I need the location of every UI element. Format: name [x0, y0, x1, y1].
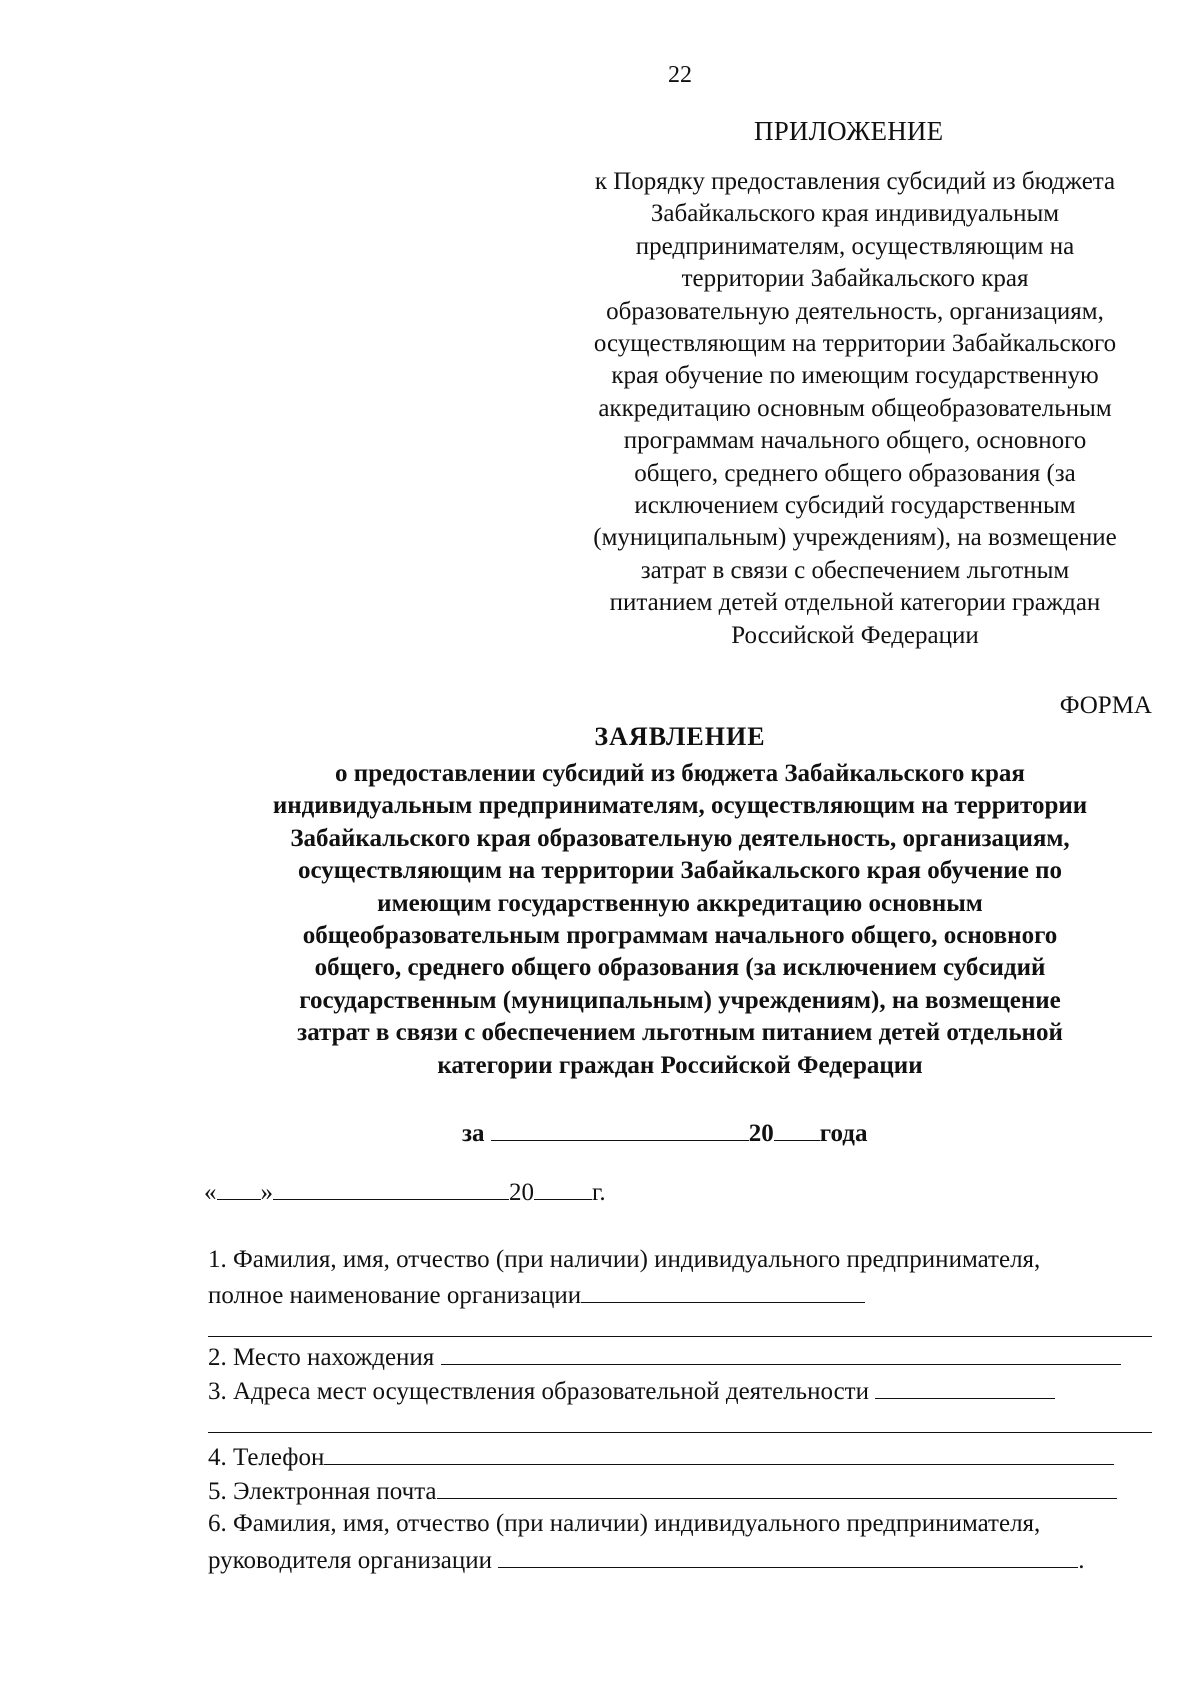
field-1-label: 1. Фамилия, имя, отчество (при наличии) индивидуального предпринимателя, — [208, 1246, 1041, 1273]
org-name-continuation-blank[interactable] — [208, 1336, 1152, 1337]
period-month-blank[interactable] — [491, 1118, 749, 1141]
field-4-line — [208, 1442, 1114, 1472]
field-6-head-line — [208, 1545, 1085, 1575]
appendix-reference-line: затрат в связи с обеспечением льготным — [640, 556, 1070, 584]
field-4-label: 4. Телефон — [208, 1444, 325, 1471]
appendix-reference-line: питанием детей отдельной категории граждан — [609, 589, 1101, 617]
subtitle-line: имеющим государственную аккредитацию основным — [377, 889, 983, 917]
reporting-period-line — [462, 1118, 867, 1148]
date-year-blank[interactable] — [534, 1177, 592, 1200]
date-open-quote: « — [204, 1179, 217, 1206]
period-suffix: года — [819, 1120, 868, 1147]
appendix-reference-line: к Порядку предоставления субсидий из бюджета — [594, 168, 1116, 195]
appendix-title: ПРИЛОЖЕНИЕ — [754, 116, 944, 146]
appendix-reference — [546, 166, 1164, 652]
phone-blank[interactable] — [324, 1442, 1114, 1465]
appendix-reference-line: общего, среднего общего образования (за — [634, 459, 1076, 487]
date-close-quote: » — [260, 1179, 273, 1206]
appendix-reference-line: аккредитацию основным общеобразовательным — [598, 394, 1112, 422]
subtitle-line: категории граждан Российской Федерации — [437, 1051, 923, 1079]
head-name-blank[interactable] — [498, 1545, 1078, 1568]
subtitle-line: Забайкальского края образовательную деятельность, организациям, — [290, 824, 1070, 852]
appendix-reference-line: образовательную деятельность, организациям, — [606, 297, 1104, 325]
appendix-reference-line: территории Забайкальского края — [681, 265, 1029, 293]
date-month-blank[interactable] — [273, 1177, 509, 1200]
appendix-reference-line: (муниципальным) учреждениям), на возмещение — [593, 524, 1117, 552]
subtitle-line: государственным (муниципальным) учреждениям), на возмещение — [299, 986, 1061, 1014]
field-1-org-label: полное наименование организации — [208, 1282, 582, 1309]
location-blank[interactable] — [441, 1342, 1121, 1365]
appendix-reference-line: Российской Федерации — [731, 621, 979, 649]
date-day-blank[interactable] — [217, 1177, 261, 1200]
field-3-line — [208, 1376, 1055, 1406]
field-1-org-line — [208, 1280, 865, 1310]
field-6-label: 6. Фамилия, имя, отчество (при наличии) индивидуального предпринимателя, — [208, 1510, 1041, 1537]
subtitle-line: осуществляющим на территории Забайкальского края обучение по — [297, 857, 1063, 885]
subtitle-line: затрат в связи с обеспечением льготным питанием детей отдельной — [297, 1019, 1063, 1047]
page-number: 22 — [668, 62, 692, 88]
appendix-reference-line: исключением субсидий государственным — [634, 492, 1076, 520]
appendix-reference-line: Забайкальского края индивидуальным — [650, 200, 1060, 228]
subtitle-line: общего, среднего общего образования (за исключением субсидий — [314, 954, 1046, 982]
field-5-label: 5. Электронная почта — [208, 1478, 437, 1505]
period-prefix: за — [462, 1120, 485, 1147]
field-6-head-label: руководителя организации — [208, 1547, 493, 1574]
date-suffix: г. — [592, 1179, 606, 1206]
field-3-label: 3. Адреса мест осуществления образовательной деятельности — [208, 1378, 869, 1405]
subtitle-line: индивидуальным предпринимателям, осуществляющим на территории — [272, 792, 1088, 820]
subtitle-line: о предоставлении субсидий из бюджета Забайкальского края — [335, 760, 1025, 787]
field-5-line — [208, 1476, 1117, 1506]
date-year-prefix: 20 — [509, 1179, 534, 1206]
document-title: ЗАЯВЛЕНИЕ — [594, 722, 766, 751]
org-name-blank[interactable] — [581, 1280, 865, 1303]
period-year-prefix: 20 — [748, 1120, 774, 1147]
email-blank[interactable] — [437, 1476, 1117, 1499]
appendix-reference-line: края обучение по имеющим государственную — [611, 362, 1099, 390]
field-6-end-period: . — [1078, 1547, 1085, 1574]
subtitle-line: общеобразовательным программам начального общего, основного — [302, 922, 1058, 950]
addresses-blank[interactable] — [875, 1376, 1055, 1399]
field-2-label: 2. Место нахождения — [208, 1344, 435, 1371]
addresses-continuation-blank[interactable] — [208, 1432, 1152, 1433]
application-date-line — [204, 1177, 606, 1207]
period-year-blank[interactable] — [774, 1118, 820, 1141]
appendix-reference-line: предпринимателям, осуществляющим на — [635, 232, 1075, 260]
form-label: ФОРМА — [1059, 692, 1152, 719]
field-2-line — [208, 1342, 1121, 1372]
document-subtitle — [178, 758, 1182, 1082]
appendix-reference-line: осуществляющим на территории Забайкальского — [593, 330, 1117, 358]
appendix-reference-line: программам начального общего, основного — [623, 427, 1087, 455]
